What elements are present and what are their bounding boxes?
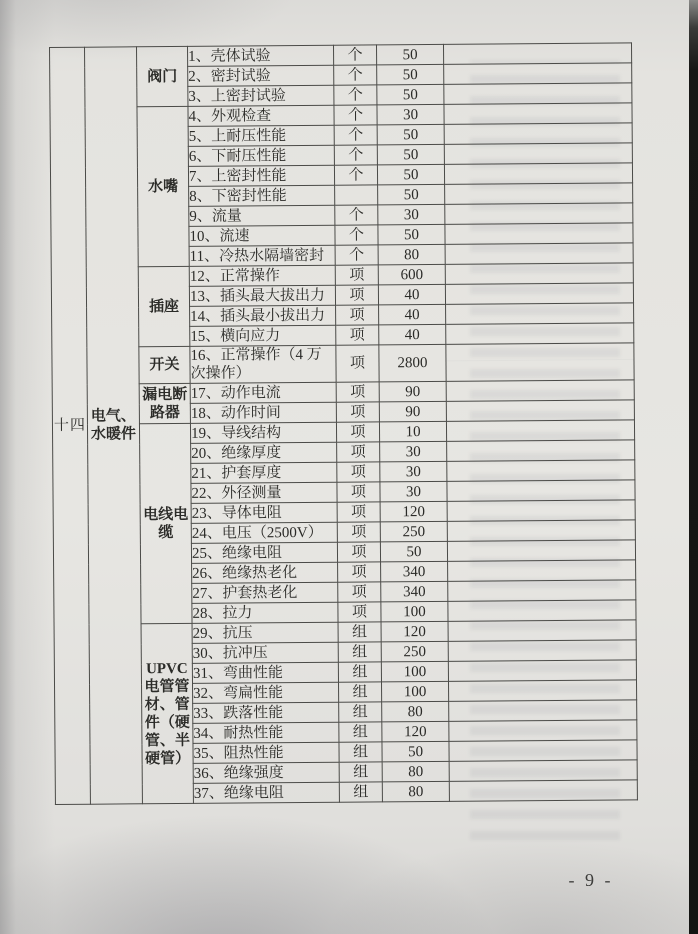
unit-cell: 组: [339, 722, 382, 742]
value-cell: 40: [378, 284, 445, 305]
value-cell: 340: [381, 581, 448, 602]
extra-cell: [447, 480, 635, 501]
extra-cell: [446, 380, 634, 401]
unit-cell: 组: [339, 762, 382, 782]
test-items-tbody: [50, 43, 638, 805]
category-index-cell: 十四: [50, 47, 91, 804]
item-cell: 32、弯扁性能: [193, 682, 339, 703]
value-cell: 30: [380, 481, 447, 502]
item-cell: 34、耐热性能: [193, 722, 339, 743]
extra-cell: [445, 223, 633, 244]
extra-cell: [445, 243, 633, 264]
unit-cell: 项: [337, 502, 380, 522]
item-cell: 16、正常操作（4 万次操作）: [190, 345, 336, 383]
unit-cell: 项: [336, 345, 379, 382]
item-cell: 21、护套厚度: [191, 462, 337, 483]
unit-cell: 项: [338, 562, 381, 582]
item-cell: 28、拉力: [192, 602, 338, 623]
item-cell: 14、插头最小拔出力: [190, 305, 336, 326]
item-cell: 36、绝缘强度: [193, 762, 339, 783]
extra-cell: [445, 263, 633, 284]
extra-cell: [448, 620, 636, 641]
item-cell: 2、密封试验: [188, 65, 334, 86]
extra-cell: [447, 540, 635, 561]
category-name-cell: 电气、水暖件: [85, 47, 143, 804]
value-cell: 50: [377, 164, 444, 185]
item-cell: 18、动作时间: [190, 402, 336, 423]
value-cell: 250: [381, 641, 448, 662]
value-cell: 2800: [379, 344, 446, 382]
value-cell: 80: [382, 781, 449, 802]
unit-cell: 个: [334, 105, 377, 125]
item-cell: 19、导线结构: [190, 422, 336, 443]
unit-cell: 组: [338, 622, 381, 642]
value-cell: 50: [378, 184, 445, 205]
item-cell: 24、电压（2500V）: [191, 522, 337, 543]
item-cell: 11、冷热水隔墙密封: [189, 245, 335, 266]
unit-cell: 项: [335, 265, 378, 285]
extra-cell: [449, 700, 637, 721]
value-cell: 80: [382, 761, 449, 782]
value-cell: 120: [380, 501, 447, 522]
extra-cell: [444, 83, 632, 104]
extra-cell: [445, 183, 633, 204]
value-cell: 30: [378, 204, 445, 225]
test-items-table: [49, 42, 638, 805]
item-cell: 17、动作电流: [190, 382, 336, 403]
item-cell: 13、插头最大拔出力: [189, 285, 335, 306]
extra-cell: [446, 343, 634, 381]
extra-cell: [448, 680, 636, 701]
extra-cell: [446, 400, 634, 421]
extra-cell: [447, 520, 635, 541]
value-cell: 250: [380, 521, 447, 542]
value-cell: 50: [377, 144, 444, 165]
item-cell: 37、绝缘电阻: [193, 782, 339, 803]
group-cell: 阀门: [137, 46, 188, 106]
value-cell: 100: [381, 681, 448, 702]
value-cell: 120: [381, 621, 448, 642]
value-cell: 50: [382, 741, 449, 762]
group-cell: 漏电断路器: [139, 383, 190, 423]
extra-cell: [449, 720, 637, 741]
extra-cell: [448, 560, 636, 581]
value-cell: 100: [381, 661, 448, 682]
item-cell: 5、上耐压性能: [188, 125, 334, 146]
extra-cell: [449, 780, 637, 801]
group-cell: 电线电缆: [139, 423, 192, 623]
scan-edge-shadow: [689, 0, 698, 934]
unit-cell: 项: [338, 602, 381, 622]
item-cell: 6、下耐压性能: [188, 145, 334, 166]
item-cell: 20、绝缘厚度: [191, 442, 337, 463]
unit-cell: 项: [337, 522, 380, 542]
unit-cell: 个: [334, 125, 377, 145]
item-cell: 25、绝缘电阻: [191, 542, 337, 563]
extra-cell: [445, 203, 633, 224]
item-cell: 27、护套热老化: [192, 582, 338, 603]
group-cell: UPVC电管管材、管件（硬管、半硬管）: [141, 623, 193, 803]
unit-cell: 组: [339, 782, 382, 802]
unit-cell: 项: [337, 482, 380, 502]
unit-cell: 项: [337, 462, 380, 482]
extra-cell: [445, 283, 633, 304]
item-cell: 30、抗冲压: [192, 642, 338, 663]
unit-cell: 个: [335, 225, 378, 245]
test-items-table-wrap: [49, 42, 638, 805]
unit-cell: 个: [334, 165, 377, 185]
value-cell: 50: [377, 64, 444, 85]
value-cell: 50: [377, 124, 444, 145]
unit-cell: 个: [334, 85, 377, 105]
unit-cell: 项: [336, 422, 379, 442]
item-cell: 26、绝缘热老化: [192, 562, 338, 583]
item-cell: 10、流速: [189, 225, 335, 246]
unit-cell: 组: [339, 742, 382, 762]
unit-cell: 个: [335, 205, 378, 225]
unit-cell: 项: [337, 542, 380, 562]
unit-cell: 项: [335, 285, 378, 305]
value-cell: 40: [379, 304, 446, 325]
value-cell: 50: [376, 44, 443, 65]
extra-cell: [444, 103, 632, 124]
item-cell: 23、导体电阻: [191, 502, 337, 523]
extra-cell: [447, 460, 635, 481]
value-cell: 30: [377, 104, 444, 125]
value-cell: 120: [382, 721, 449, 742]
group-cell: 水嘴: [137, 106, 189, 266]
item-cell: 12、正常操作: [189, 265, 335, 286]
unit-cell: 项: [336, 382, 379, 402]
extra-cell: [446, 323, 634, 344]
value-cell: 50: [378, 224, 445, 245]
value-cell: 90: [379, 381, 446, 402]
value-cell: 80: [382, 701, 449, 722]
value-cell: 30: [380, 461, 447, 482]
unit-cell: 项: [336, 402, 379, 422]
value-cell: 10: [379, 421, 446, 442]
extra-cell: [447, 500, 635, 521]
unit-cell: 项: [338, 582, 381, 602]
item-cell: 9、流量: [189, 205, 335, 226]
value-cell: 600: [378, 264, 445, 285]
item-cell: 8、下密封性能: [189, 185, 335, 206]
extra-cell: [444, 163, 632, 184]
unit-cell: 个: [334, 145, 377, 165]
value-cell: 80: [378, 244, 445, 265]
value-cell: 40: [379, 324, 446, 345]
item-cell: 29、抗压: [192, 622, 338, 643]
value-cell: 50: [380, 541, 447, 562]
extra-cell: [448, 660, 636, 681]
extra-cell: [449, 760, 637, 781]
extra-cell: [449, 740, 637, 761]
extra-cell: [443, 43, 631, 64]
item-cell: 31、弯曲性能: [192, 662, 338, 683]
extra-cell: [447, 440, 635, 461]
value-cell: 340: [381, 561, 448, 582]
table-row: [52, 343, 634, 385]
value-cell: 100: [381, 601, 448, 622]
unit-cell: 组: [338, 642, 381, 662]
extra-cell: [448, 580, 636, 601]
extra-cell: [448, 600, 636, 621]
unit-cell: 个: [334, 65, 377, 85]
unit-cell: 项: [336, 325, 379, 345]
extra-cell: [444, 63, 632, 84]
value-cell: 90: [379, 401, 446, 422]
value-cell: 30: [380, 441, 447, 462]
item-cell: 7、上密封性能: [188, 165, 334, 186]
group-cell: 开关: [139, 346, 190, 383]
extra-cell: [446, 303, 634, 324]
unit-cell: 个: [333, 45, 376, 65]
item-cell: 4、外观检查: [188, 105, 334, 126]
group-cell: 插座: [138, 266, 190, 346]
unit-cell: 项: [336, 305, 379, 325]
value-cell: 50: [377, 84, 444, 105]
item-cell: 3、上密封试验: [188, 85, 334, 106]
extra-cell: [446, 420, 634, 441]
item-cell: 15、横向应力: [190, 325, 336, 346]
unit-cell: 组: [338, 682, 381, 702]
item-cell: 33、跌落性能: [193, 702, 339, 723]
extra-cell: [444, 143, 632, 164]
unit-cell: 项: [337, 442, 380, 462]
page-number: - 9 -: [568, 870, 614, 890]
unit-cell: 组: [338, 662, 381, 682]
unit-cell: 组: [339, 702, 382, 722]
extra-cell: [444, 123, 632, 144]
item-cell: 35、阻热性能: [193, 742, 339, 763]
extra-cell: [448, 640, 636, 661]
unit-cell: [335, 185, 378, 205]
item-cell: 1、壳体试验: [187, 45, 333, 66]
item-cell: 22、外径测量: [191, 482, 337, 503]
unit-cell: 个: [335, 245, 378, 265]
